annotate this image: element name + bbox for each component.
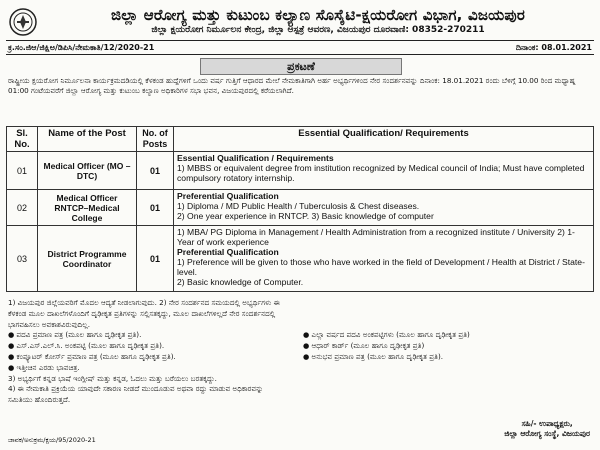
notice-title: ಪ್ರಕಟಣೆ	[200, 58, 402, 75]
document-item: ● ಪದವಿ ಪ್ರಮಾಣ ಪತ್ರ (ಮೂಲ ಹಾಗೂ ದೃಢೀಕೃತ ಪ್ರತಿ).	[8, 330, 142, 340]
instruction-line: ಭಾಗವಹಿಸಲು ಅವಕಾಶವಿರುವುದಿಲ್ಲ.	[8, 319, 91, 329]
row-sl: 02	[7, 190, 38, 226]
row-post-name: District Programme Coordinator	[38, 226, 137, 292]
table-header-row	[7, 127, 594, 152]
row-sl: 03	[7, 226, 38, 292]
reference-number: ಕ್ರ.ಸಂ.ಜಿಆ/ಜಿಕ್ಷಿಅ/ಡಿಪಿಸಿ/ನೇಮಕಾತಿ/12/2020-21	[8, 43, 155, 52]
document-row	[8, 341, 592, 352]
row-qualification	[174, 226, 594, 292]
instruction-line: 1) ವಿಜಯಪುರ ಜಿಲ್ಲೆಯವರಿಗೆ ಮೊದಲ ಆದ್ಯತೆ ನೀಡಲಾಗುವುದು. 2) ನೇರ ಸಂದರ್ಶನದ ಸಮಯದಲ್ಲಿ ಅಭ್ಯರ್ಥಿಗಳು ಈ	[8, 298, 280, 307]
signature-line: ಸಹಿ/- ಉಪಾಧ್ಯಕ್ಷರು,	[521, 419, 573, 428]
row-qualification	[174, 190, 594, 226]
header-name: Name of the Post	[38, 127, 137, 152]
row-sl: 01	[7, 152, 38, 190]
instruction-line: ಕೆಳಕಂಡ ಮೂಲ ದಾಖಲೆಗಳೊಂದಿಗೆ ದೃಢೀಕೃತ ಪ್ರತಿಗಳನ್ನು ಸಲ್ಲಿಸತಕ್ಕದ್ದು, ಮೂಲ ದಾಖಲೆಗಳಿಲ್ಲದೆ ನೇರ ಸಂದರ್ಶನದಲ್ಲಿ	[8, 308, 276, 318]
document-item: ● ಎಲ್ಲಾ ವರ್ಷದ ಪದವಿ ಅಂಕಪಟ್ಟಿಗಳು (ಮೂಲ ಹಾಗೂ ದೃಢೀಕೃತ ಪ್ರತಿ)	[303, 330, 470, 340]
qualification-line: 1) Preference will be given to those who have worked in the field of Development / Health at District / State-level.	[177, 257, 585, 277]
document-row	[8, 330, 592, 341]
document-item	[303, 363, 592, 374]
qualification-line: Essential Qualification / Requirements	[177, 153, 334, 163]
table-row	[7, 152, 594, 190]
document-row	[8, 352, 592, 363]
qualification-line: Preferential Qualification	[177, 191, 279, 201]
reference-divider	[6, 54, 594, 55]
row-post-name: Medical Officer RNTCP–Medical College	[38, 190, 137, 226]
signature-block	[504, 419, 590, 439]
instruction-line: ಸಮಿತಿಯು ಹೊಂದಿರುತ್ತದೆ.	[8, 395, 71, 405]
qualification-line: 1) MBBS or equivalent degree from institution recognized by Medical council of India; Must have completed compulsory rotatory internship.	[177, 163, 585, 183]
row-post-name: Medical Officer (MO –DTC)	[38, 152, 137, 190]
header-qualification: Essential Qualification/ Requirements	[174, 127, 594, 152]
letterhead	[6, 6, 594, 38]
intro-paragraph: ರಾಷ್ಟ್ರೀಯ ಕ್ಷಯರೋಗ ನಿರ್ಮೂಲನಾ ಕಾರ್ಯಕ್ರಮದಡಿಯಲ್ಲಿ ಕೆಳಕಂಡ ಹುದ್ದೆಗಳಿಗೆ ಒಂದು ವರ್ಷ ಗುತ್ತಿಗೆ ಆಧಾರದ ಮೇಲೆ ನೇಮಕಾತಿಗಾಗಿ ಅರ್ಹ ಅಭ್ಯರ್ಥಿಗಳಿಂದ ನೇರ ಸಂದರ್ಶನವನ್ನು ದಿನಾಂಕ: 18.01.2021 ರಂದು ಬೆಳಿಗ್ಗೆ 10.00 ರಿಂದ ಮಧ್ಯಾಹ್ನ 01:00 ಗಂಟೆಯವರೆಗೆ ಜಿಲ್ಲಾ ಆರೋಗ್ಯ ಮತ್ತು ಕುಟುಂಬ ಕಲ್ಯಾಣ ಅಧಿಕಾರಿಗಳ ಸಭಾ ಭವನ, ವಿಜಯಪುರದಲ್ಲಿ ಕರೆಯಲಾಗಿದೆ.	[8, 76, 576, 96]
posts-table	[6, 126, 594, 292]
row-qualification	[174, 152, 594, 190]
document-item: ● ಆಧಾರ್ ಕಾರ್ಡ್ (ಮೂಲ ಹಾಗೂ ದೃಢೀಕೃತ ಪ್ರತಿ)	[303, 341, 425, 351]
header-sl: Sl. No.	[7, 127, 38, 152]
document-item: ● ಅನುಭವ ಪ್ರಮಾಣ ಪತ್ರ (ಮೂಲ ಹಾಗೂ ದೃಢೀಕೃತ ಪ್ರತಿ).	[303, 351, 444, 361]
header-posts: No. of Posts	[137, 127, 174, 152]
outward-reference: ಜಾವಕ/ಅನುಕ್ರಮ/ಕ್ಷಯ/95/2020-21	[8, 436, 96, 444]
government-emblem-icon	[8, 7, 38, 37]
document-row	[8, 363, 592, 374]
document-item: ● ಎಸ್.ಎಸ್.ಎಲ್.ಸಿ. ಅಂಕಪಟ್ಟಿ (ಮೂಲ ಹಾಗೂ ದೃಢೀಕೃತ ಪ್ರತಿ).	[8, 341, 165, 351]
instructions-section	[8, 298, 592, 406]
qualification-line: 1) Diploma / MD Public Health / Tuberculosis & Chest diseases.	[177, 201, 420, 211]
document-item: ● ಕಂಪ್ಯೂಟರ್ ಕೋರ್ಸ್ ಪ್ರಮಾಣ ಪತ್ರ (ಮೂಲ ಹಾಗೂ ದೃಢೀಕೃತ ಪ್ರತಿ).	[8, 351, 176, 361]
org-subtitle: ಜಿಲ್ಲಾ ಕ್ಷಯರೋಗ ನಿರ್ಮೂಲನ ಕೇಂದ್ರ, ಜಿಲ್ಲಾ ಆಸ್ಪತ್ರೆ ಆವರಣ, ವಿಜಯಪುರ ದೂರವಾಣಿ: 08352-270211	[151, 25, 485, 35]
reference-line	[8, 43, 592, 53]
table-row	[7, 226, 594, 292]
org-title: ಜಿಲ್ಲಾ ಆರೋಗ್ಯ ಮತ್ತು ಕುಟುಂಬ ಕಲ್ಯಾಣ ಸೊಸೈಟಿ-ಕ್ಷಯರೋಗ ವಿಭಾಗ, ವಿಜಯಪುರ	[111, 6, 525, 24]
row-post-count: 01	[137, 190, 174, 226]
qualification-line: Preferential Qualification	[177, 247, 279, 257]
signature-line: ಜಿಲ್ಲಾ ಆರೋಗ್ಯ ಸಂಸ್ಥೆ, ವಿಜಯಪುರ	[504, 429, 590, 438]
reference-date: ದಿನಾಂಕ: 08.01.2021	[515, 43, 592, 52]
document-item: ● ಇತ್ತೀಚಿನ ಎರಡು ಭಾವಚಿತ್ರ.	[8, 362, 80, 372]
qualification-line: 2) One year experience in RNTCP. 3) Basic knowledge of computer	[177, 211, 434, 221]
qualification-line: 2) Basic knowledge of Computer.	[177, 277, 304, 287]
instruction-line: 3) ಅಭ್ಯರ್ಥಿಗೆ ಕನ್ನಡ ಭಾಷೆ ಇಂಗ್ಲೀಷ್ ಮತ್ತು ಕನ್ನಡ, ಓದಲು ಮತ್ತು ಬರೆಯಲು ಬರತಕ್ಕದ್ದು.	[8, 373, 217, 383]
row-post-count: 01	[137, 152, 174, 190]
header-divider	[6, 40, 594, 41]
instruction-line: 4) ಈ ನೇಮಕಾತಿ ಪ್ರಕ್ರಿಯೆಯ ಯಾವುದೇ ಸಕಾರಣ ನೀಡದೆ ಮುಂದೂಡುವ ಅಥವಾ ರದ್ದು ಮಾಡುವ ಅಧಿಕಾರವನ್ನು	[8, 384, 264, 394]
table-row	[7, 190, 594, 226]
row-post-count: 01	[137, 226, 174, 292]
qualification-line: 1) MBA/ PG Diploma in Management / Health Administration from a recognized institute / University 2) 1-Year of work experience	[177, 227, 575, 247]
